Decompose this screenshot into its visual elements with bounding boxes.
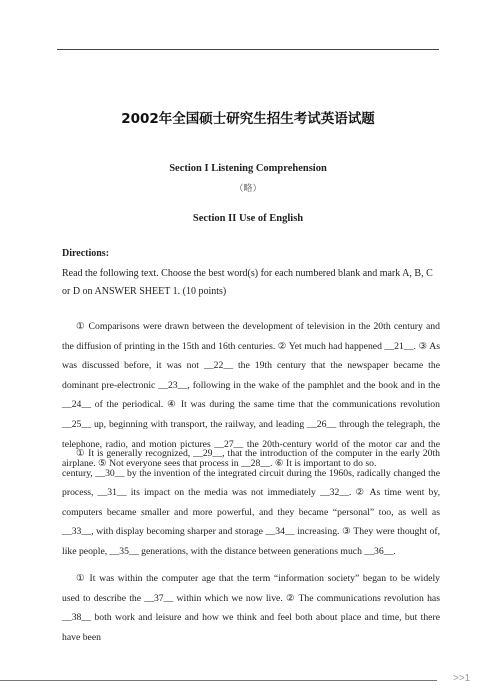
directions-text: Read the following text. Choose the best word(s) for each numbered blank and mark A, B, C or D on ANSWER SHEET 1. (10 points) bbox=[62, 268, 433, 297]
directions-label: Directions: bbox=[62, 248, 110, 259]
footer-rule bbox=[0, 680, 437, 681]
section-1-omitted-note: （略） bbox=[234, 184, 262, 194]
page-title: 2002年全国硕士研究生招生考试英语试题 bbox=[121, 111, 375, 127]
passage-paragraph-1: ① Comparisons were drawn between the development of television in the 20th century and the diffusion of printing in the 15th and 16th centuries. ② Yet much had happened __21__. ③ As was discussed before, it was not __22__ the 19th century that the newspaper became the dominant pre-electronic __23__, following in the wake of the pamphlet and the book and in the __24__ of the periodical. ④ It was during the same time that the communications revolution __25__ up, beginning with transport, the railway, and leading __26__ through the telegraph, the telephone, radio, and motion pictures __27__ the 20th-century world of the motor car and the airplane. ⑤ Not everyone sees that process in __28__. ⑥ It is important to do so. bbox=[62, 321, 440, 470]
passage-paragraph-2: ① It is generally recognized, __29__, that the introduction of the computer in the early 20th century, __30__ by the invention of the integrated circuit during the 1960s, radically changed the process, __31__ its impact on the media was not immediately __32__. ② As time went by, computers became smaller and more powerful, and they became “personal” too, as well as __33__, with display becoming sharper and storage __34__ increasing. ③ They were thought of, like people, __35__ generations, with the distance between generations much __36__. bbox=[62, 448, 440, 557]
header-rule bbox=[57, 49, 439, 50]
section-1-heading: Section I Listening Comprehension bbox=[169, 163, 327, 174]
page-number: >>1 bbox=[453, 673, 471, 684]
section-2-heading: Section II Use of English bbox=[192, 213, 304, 224]
passage-paragraph-3: ① It was within the computer age that the term “information society” began to be widely used to describe the __37__ within which we now live. ② The communications revolution has __38__ both work and leisure and how we think and feel both about place and time, but there have been bbox=[62, 573, 440, 643]
